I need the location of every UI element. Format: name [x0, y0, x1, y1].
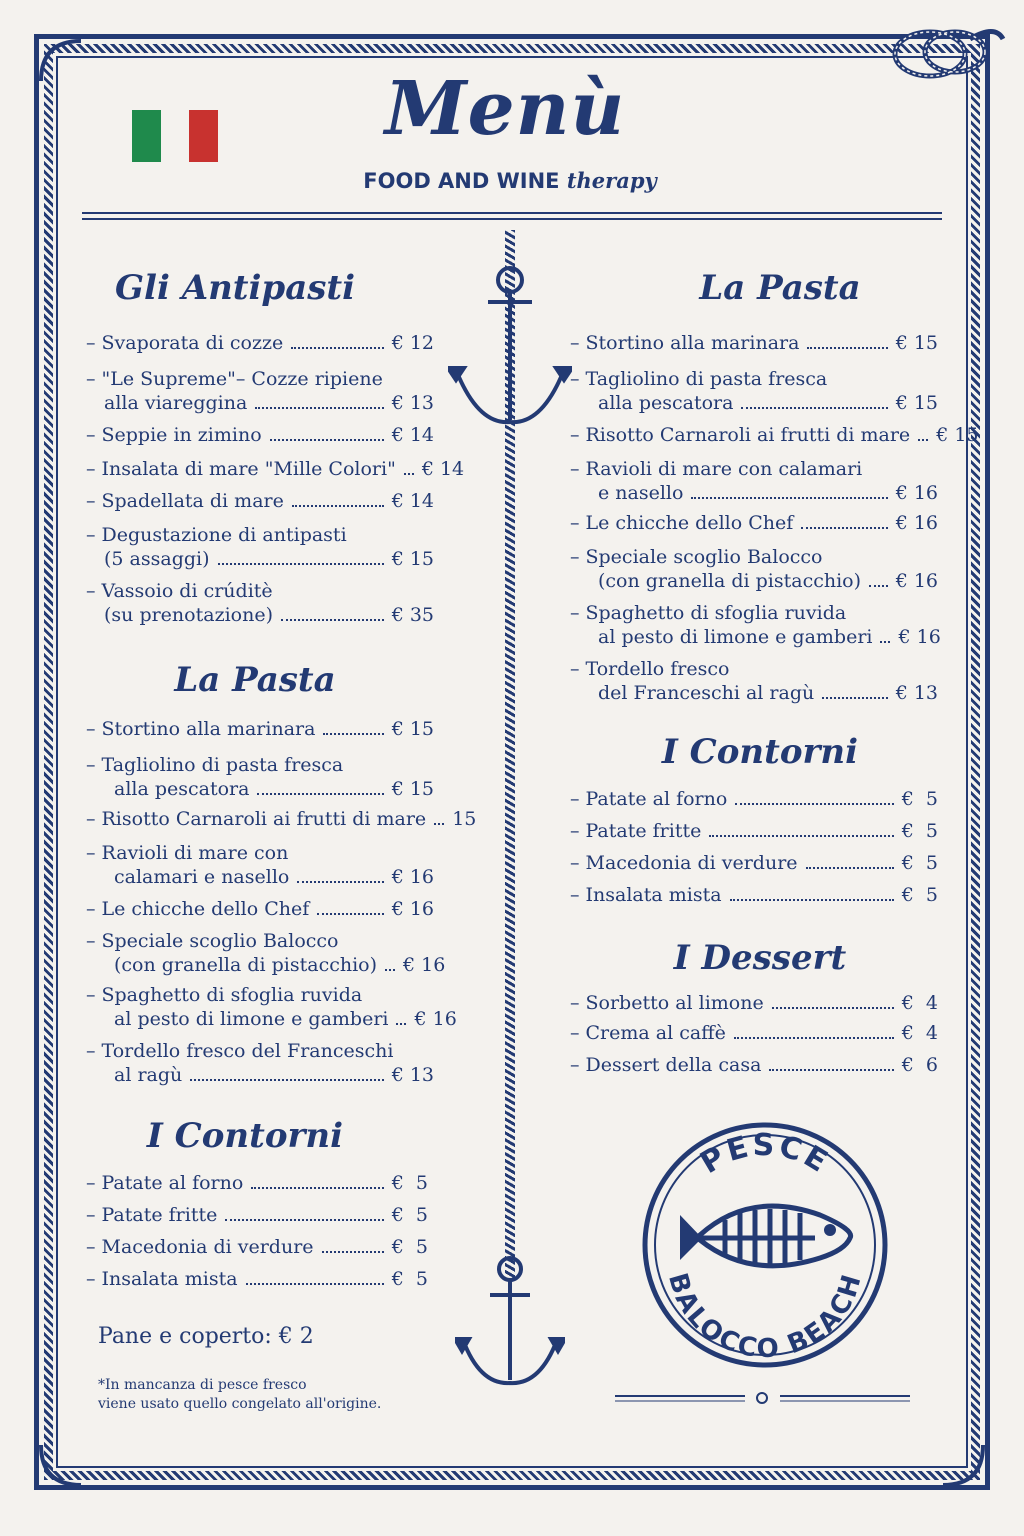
- menu-item-row: [114, 778, 434, 801]
- dot-leader: [385, 969, 395, 971]
- menu-item-label: Tagliolino di pasta fresca: [101, 754, 344, 776]
- menu-item-label: Patate fritte: [101, 1204, 218, 1226]
- menu-item-price: € 15: [936, 424, 979, 446]
- dot-leader: [709, 835, 893, 837]
- bullet-dash: –: [86, 424, 96, 446]
- menu-item-label-line2: (su prenotazione): [104, 604, 273, 626]
- menu-item-row: [570, 992, 938, 1015]
- bullet-dash: –: [570, 820, 580, 842]
- menu-item-label: Speciale scoglio Balocco: [101, 930, 339, 952]
- italian-flag: [132, 110, 218, 162]
- menu-item-price: € 16: [391, 898, 434, 920]
- menu-item-row: [570, 332, 938, 355]
- bullet-dash: –: [86, 458, 96, 480]
- dot-leader: [769, 1069, 893, 1071]
- menu-item-label-line2: calamari e nasello: [114, 866, 290, 888]
- bullet-dash: –: [570, 546, 580, 568]
- menu-item-price: € 4: [901, 992, 938, 1014]
- bullet-dash: –: [86, 1204, 96, 1226]
- menu-item-name: [86, 842, 434, 865]
- dot-leader: [317, 913, 383, 915]
- dot-leader: [292, 505, 384, 507]
- menu-item-row: [598, 482, 938, 505]
- menu-item-row: [570, 820, 938, 843]
- menu-item-label: Crema al caffè: [585, 1022, 726, 1044]
- menu-item-name: [570, 368, 938, 391]
- menu-item-label: Tordello fresco: [585, 658, 730, 680]
- menu-item-price: € 13: [391, 392, 434, 414]
- menu-item-price: € 5: [391, 1268, 428, 1290]
- menu-item-price: € 35: [391, 604, 434, 626]
- bullet-dash: –: [570, 424, 580, 446]
- divider-ornament-icon: [615, 1388, 910, 1408]
- bullet-dash: –: [86, 524, 96, 546]
- bullet-dash: –: [570, 602, 580, 624]
- footnote-line2: viene usato quello congelato all'origine.: [98, 1396, 382, 1412]
- dot-leader: [806, 867, 894, 869]
- dot-leader: [735, 803, 893, 805]
- menu-item-label-line2: al ragù: [114, 1064, 183, 1086]
- menu-item-row: [86, 718, 434, 741]
- menu-item-row: [114, 1064, 434, 1087]
- menu-item-price: € 15: [391, 718, 434, 740]
- bullet-dash: –: [86, 580, 96, 602]
- dot-leader: [807, 347, 887, 349]
- menu-item-price: € 5: [391, 1204, 428, 1226]
- bullet-dash: –: [570, 368, 580, 390]
- menu-item-row: [86, 898, 434, 921]
- menu-item-label: Tordello fresco del Franceschi: [101, 1040, 394, 1062]
- dot-leader: [323, 733, 383, 735]
- menu-item-price: € 6: [901, 1054, 938, 1076]
- dot-leader: [270, 439, 384, 441]
- dot-leader: [225, 1219, 383, 1221]
- pane-coperto: Pane e coperto: € 2: [98, 1324, 314, 1349]
- menu-item-name: [86, 754, 434, 777]
- menu-item-label: Le chicche dello Chef: [101, 898, 310, 920]
- menu-item-row: [86, 490, 434, 513]
- menu-item-row: [86, 1236, 428, 1259]
- dot-leader: [281, 619, 384, 621]
- menu-item-row: [86, 424, 434, 447]
- fish-skeleton-icon: [680, 1206, 851, 1266]
- menu-item-name: [86, 930, 434, 953]
- menu-item-price: 15: [452, 808, 477, 830]
- menu-item-price: € 15: [895, 392, 938, 414]
- section-title-dessert: I Dessert: [673, 938, 847, 978]
- menu-item-row: [570, 788, 938, 811]
- menu-item-name: [86, 1040, 434, 1063]
- menu-item-name: [86, 368, 434, 391]
- menu-item-label: "Le Supreme"– Cozze ripiene: [101, 368, 383, 390]
- bullet-dash: –: [86, 1268, 96, 1290]
- menu-item-label: Insalata mista: [101, 1268, 238, 1290]
- dot-leader: [801, 527, 887, 529]
- menu-item-name: [86, 984, 434, 1007]
- menu-item-row: [570, 852, 938, 875]
- menu-item-row: [570, 512, 938, 535]
- bullet-dash: –: [86, 754, 96, 776]
- menu-item-price: € 16: [895, 482, 938, 504]
- menu-item-row: [104, 392, 434, 415]
- menu-item-row: [570, 424, 979, 447]
- menu-item-price: € 5: [901, 884, 938, 906]
- dot-leader: [734, 1037, 894, 1039]
- menu-item-price: € 13: [391, 1064, 434, 1086]
- menu-item-label-line2: e nasello: [598, 482, 684, 504]
- bullet-dash: –: [570, 992, 580, 1014]
- menu-item-label: Insalata mista: [585, 884, 722, 906]
- bullet-dash: –: [570, 1022, 580, 1044]
- menu-item-price: € 5: [901, 820, 938, 842]
- dot-leader: [297, 881, 383, 883]
- menu-item-label: Ravioli di mare con: [101, 842, 289, 864]
- menu-item-label: Patate al forno: [101, 1172, 244, 1194]
- dot-leader: [291, 347, 383, 349]
- bullet-dash: –: [86, 1172, 96, 1194]
- menu-item-label-line2: al pesto di limone e gamberi: [114, 1008, 389, 1030]
- menu-item-row: [598, 570, 938, 593]
- dot-leader: [218, 563, 384, 565]
- menu-item-row: [570, 1054, 938, 1077]
- menu-item-price: € 15: [391, 778, 434, 800]
- menu-item-row: [86, 1204, 428, 1227]
- bullet-dash: –: [86, 984, 96, 1006]
- menu-item-row: [86, 1268, 428, 1291]
- header-rule: [82, 218, 942, 220]
- menu-item-label: Patate al forno: [585, 788, 728, 810]
- dot-leader: [691, 497, 887, 499]
- menu-item-price: € 5: [901, 852, 938, 874]
- dot-leader: [918, 439, 928, 441]
- menu-item-price: € 16: [895, 512, 938, 534]
- bullet-dash: –: [570, 658, 580, 680]
- logo-top-text: PESCE: [694, 1127, 836, 1182]
- menu-item-label: Vassoio di crúditè: [101, 580, 273, 602]
- menu-item-name: [570, 658, 938, 681]
- dot-leader: [741, 407, 887, 409]
- menu-item-label-line2: del Franceschi al ragù: [598, 682, 815, 704]
- dot-leader: [869, 585, 888, 587]
- menu-title: Menù: [384, 66, 626, 152]
- menu-item-row: [86, 1172, 428, 1195]
- bullet-dash: –: [86, 718, 96, 740]
- menu-item-label: Spaghetto di sfoglia ruvida: [101, 984, 363, 1006]
- menu-item-name: [86, 580, 434, 603]
- flag-stripe-red: [189, 110, 218, 162]
- menu-subtitle: [360, 168, 660, 193]
- menu-item-row: [86, 332, 434, 355]
- section-title-pasta-right: La Pasta: [699, 268, 861, 308]
- menu-item-row: [114, 866, 434, 889]
- menu-item-row: [86, 458, 465, 481]
- menu-item-label: Seppie in zimino: [101, 424, 262, 446]
- menu-item-row: [598, 626, 941, 649]
- section-title-contorni-right: I Contorni: [661, 732, 859, 772]
- menu-item-label: Risotto Carnaroli ai frutti di mare: [585, 424, 911, 446]
- footnote-line1: *In mancanza di pesce fresco: [98, 1377, 307, 1393]
- corner-ornament-icon: [36, 36, 86, 86]
- anchor-icon: [448, 240, 572, 440]
- dot-leader: [190, 1079, 383, 1081]
- dot-leader: [404, 473, 414, 475]
- menu-item-name: [86, 524, 434, 547]
- menu-item-label: Tagliolino di pasta fresca: [585, 368, 828, 390]
- menu-item-name: [570, 546, 938, 569]
- menu-item-label: Stortino alla marinara: [101, 718, 316, 740]
- section-title-contorni: I Contorni: [146, 1116, 344, 1156]
- dot-leader: [246, 1283, 384, 1285]
- menu-item-row: [114, 954, 446, 977]
- menu-item-label: Degustazione di antipasti: [101, 524, 347, 546]
- dot-leader: [730, 899, 894, 901]
- menu-item-label: Svaporata di cozze: [101, 332, 284, 354]
- menu-item-label: Macedonia di verdure: [101, 1236, 314, 1258]
- anchor-icon: [455, 1255, 565, 1395]
- menu-item-label-line2: (con granella di pistacchio): [598, 570, 862, 592]
- menu-item-row: [86, 808, 477, 831]
- bullet-dash: –: [86, 930, 96, 952]
- menu-item-label: Ravioli di mare con calamari: [585, 458, 863, 480]
- subtitle-plain: FOOD AND WINE: [363, 169, 560, 193]
- dot-leader: [322, 1251, 384, 1253]
- corner-ornament-icon: [938, 1440, 988, 1490]
- menu-item-label: Macedonia di verdure: [585, 852, 798, 874]
- rope-knot-icon: [885, 14, 1010, 94]
- menu-item-label: Le chicche dello Chef: [585, 512, 794, 534]
- dot-leader: [822, 697, 887, 699]
- menu-item-name: [570, 458, 938, 481]
- bullet-dash: –: [570, 332, 580, 354]
- dot-leader: [255, 407, 383, 409]
- menu-item-price: € 5: [901, 788, 938, 810]
- menu-item-price: € 16: [414, 1008, 457, 1030]
- menu-item-price: € 16: [391, 866, 434, 888]
- bullet-dash: –: [86, 332, 96, 354]
- menu-item-label: Risotto Carnaroli ai frutti di mare: [101, 808, 427, 830]
- dot-leader: [257, 793, 383, 795]
- menu-item-label-line2: alla viareggina: [104, 392, 248, 414]
- bullet-dash: –: [86, 898, 96, 920]
- menu-item-row: [598, 682, 938, 705]
- menu-item-price: € 16: [898, 626, 941, 648]
- menu-item-price: € 14: [391, 490, 434, 512]
- svg-text:BALOCCO BEACH: [662, 1270, 868, 1365]
- dot-leader: [880, 641, 890, 643]
- menu-item-label-line2: alla pescatora: [598, 392, 734, 414]
- bullet-dash: –: [86, 368, 96, 390]
- dot-leader: [434, 823, 444, 825]
- menu-item-label: Sorbetto al limone: [585, 992, 764, 1014]
- dot-leader: [772, 1007, 894, 1009]
- menu-item-label: Speciale scoglio Balocco: [585, 546, 823, 568]
- menu-item-label-line2: (5 assaggi): [104, 548, 210, 570]
- section-title-antipasti: Gli Antipasti: [115, 268, 355, 308]
- bullet-dash: –: [570, 458, 580, 480]
- pesce-balocco-logo: [640, 1120, 890, 1370]
- subtitle-script: therapy: [566, 168, 657, 193]
- menu-item-label: Stortino alla marinara: [585, 332, 800, 354]
- menu-item-price: € 13: [895, 682, 938, 704]
- menu-item-label-line2: al pesto di limone e gamberi: [598, 626, 873, 648]
- menu-item-row: [570, 884, 938, 907]
- corner-ornament-icon: [36, 1440, 86, 1490]
- bullet-dash: –: [86, 808, 96, 830]
- bullet-dash: –: [86, 1040, 96, 1062]
- bullet-dash: –: [570, 884, 580, 906]
- bullet-dash: –: [570, 788, 580, 810]
- menu-item-row: [598, 392, 938, 415]
- menu-item-price: € 14: [391, 424, 434, 446]
- section-title-pasta: La Pasta: [174, 660, 336, 700]
- logo-bottom-text: BALOCCO BEACH: [662, 1269, 869, 1365]
- menu-item-price: € 5: [391, 1236, 428, 1258]
- flag-stripe-green: [132, 110, 161, 162]
- bullet-dash: –: [86, 1236, 96, 1258]
- menu-item-price: € 15: [391, 548, 434, 570]
- bullet-dash: –: [86, 490, 96, 512]
- menu-item-row: [570, 1022, 938, 1045]
- menu-item-label-line2: (con granella di pistacchio): [114, 954, 378, 976]
- dot-leader: [251, 1187, 383, 1189]
- menu-item-price: € 12: [391, 332, 434, 354]
- menu-item-price: € 5: [391, 1172, 428, 1194]
- menu-item-row: [114, 1008, 457, 1031]
- menu-item-price: € 16: [895, 570, 938, 592]
- menu-item-price: € 16: [403, 954, 446, 976]
- menu-item-label: Spaghetto di sfoglia ruvida: [585, 602, 847, 624]
- menu-item-label: Insalata di mare "Mille Colori": [101, 458, 396, 480]
- menu-item-price: € 4: [901, 1022, 938, 1044]
- header-rule: [82, 212, 942, 214]
- bullet-dash: –: [570, 512, 580, 534]
- menu-item-row: [104, 548, 434, 571]
- bullet-dash: –: [570, 1054, 580, 1076]
- bullet-dash: –: [86, 842, 96, 864]
- menu-item-price: € 14: [421, 458, 465, 480]
- menu-item-label: Spadellata di mare: [101, 490, 284, 512]
- flag-stripe-white: [161, 110, 190, 162]
- menu-item-price: € 15: [895, 332, 938, 354]
- menu-item-row: [104, 604, 434, 627]
- menu-item-label: Patate fritte: [585, 820, 702, 842]
- bullet-dash: –: [570, 852, 580, 874]
- menu-item-label-line2: alla pescatora: [114, 778, 250, 800]
- dot-leader: [396, 1023, 406, 1025]
- menu-item-name: [570, 602, 938, 625]
- menu-item-label: Dessert della casa: [585, 1054, 762, 1076]
